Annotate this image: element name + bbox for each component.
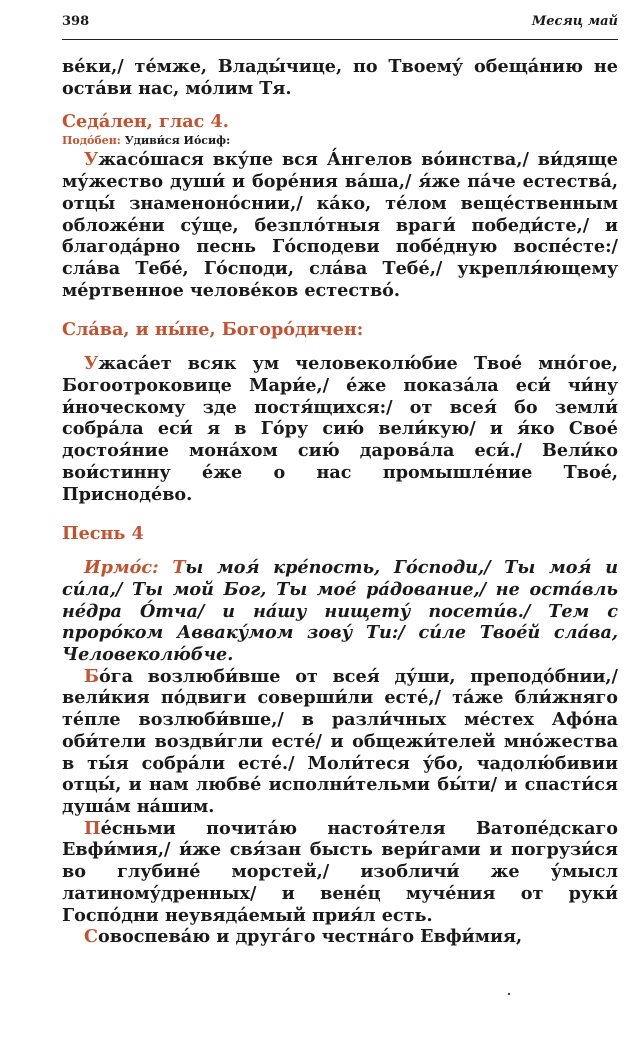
troparion-paragraph: [62, 926, 618, 948]
intro-paragraph: ве́ки,/ те́мже, Влады́чице, по Твоему́ обеща́нию не оста́ви нас, мо́лим Тя.: [62, 56, 618, 99]
podoben-line: [62, 133, 618, 149]
page-number: 398: [62, 14, 90, 29]
drop-initial: П: [84, 817, 101, 839]
troparion-paragraph: [62, 818, 618, 927]
troparion-text: е́сньми почита́ю настоя́теля Ватопе́дскаго Евфи́мия,/ и́же свя́зан бысть вери́гами и погрузи́ся во глубине́ морстей,/ изобличи́ же у́мысл латиному́дренных/ и вене́ц муче́ния от руки́ Госпо́дни неувяда́емый прия́л есть.: [62, 817, 618, 926]
troparion-paragraph: [62, 666, 618, 818]
sedalen-text: жасо́шася вку́пе вся А́нгелов во́инства,/ ви́дяще му́жество души́ и боре́ния ва́ша,/ я́же па́че естества́, отцы́ знаменоно́снии,/ ка́ко, те́лом веще́ственным обложе́ни су́ще, безпло́тныя враги́ победи́сте,/ и благода́рно песнь Го́сподеви побе́дную воспе́сте:/ сла́ва Тебе́, Го́споди, сла́ва Тебе́,/ укрепля́ющему ме́ртвенное челове́ков естество́.: [62, 149, 618, 301]
drop-initial: Б: [84, 665, 100, 687]
drop-initial: Т: [172, 557, 186, 579]
drop-initial: У: [84, 149, 99, 171]
troparion-text: о́га возлюби́вше от всея́ ду́ши, преподо́бнии,/ вели́кия по́двиги соверши́ли есте́,/ та́же бли́жняго те́пле возлюби́вше,/ в разли́чных ме́стех Афо́на оби́тели воздви́гли есте́/ и общежи́телей мно́жества в ты́я собра́ли есте́./ Моли́теся у́бо, чадолю́бивии отцы́, и нам любве́ исполни́тельми бы́ти/ и спасти́ся душа́м на́шим.: [62, 665, 618, 817]
irmos-text: ы моя́ кре́пость, Го́споди,/ Ты моя́ и си́ла,/ Ты мой Бог, Ты мое́ ра́дование,/ не оста́вль не́дра О́тча/ и на́шу нищету́ посети́в./ Тем с проро́ком Авваку́мом зову́ Ти:/ си́ле Твое́й сла́ва, Человеколю́бче.: [62, 557, 618, 666]
troparion-text: овоспева́ю и друга́го честна́го Евфи́мия,: [98, 926, 523, 948]
slava-heading: Сла́ва, и ны́не, Богоро́дичен:: [62, 319, 364, 341]
page-body: [62, 56, 618, 948]
irmos-label: Ирмо́с:: [84, 557, 159, 579]
header-rule: [62, 39, 618, 40]
drop-initial: У: [84, 353, 99, 375]
podoben-text: Удиви́ся Ио́сиф:: [124, 134, 231, 148]
bogorodichen-paragraph: [62, 353, 618, 505]
sedalen-heading: Седа́лен, глас 4.: [62, 111, 229, 133]
page-header: [62, 14, 618, 34]
song-heading: Песнь 4: [62, 523, 144, 545]
print-speck: [508, 993, 510, 995]
irmos-paragraph: [62, 557, 618, 666]
running-title: Месяц май: [531, 14, 618, 29]
podoben-label: Подо́бен:: [62, 134, 121, 148]
bogorodichen-text: жаса́ет всяк ум человеколю́бие Твое́ мно́гое, Богоотроковице Мари́е,/ е́же показа́ла еси́ чи́ну и́ноческому зде постя́щихся:/ от всея́ бо земли́ собра́ла еси́ я в Го́ру сию́ вели́кую/ и я́ко Свое́ достоя́ние мона́хом сию́ дарова́ла еси́./ Вели́ко вои́стинну е́же о нас промышле́ние Твое́, Присноде́во.: [62, 353, 618, 505]
drop-initial: С: [84, 926, 99, 948]
sedalen-paragraph: [62, 149, 618, 301]
